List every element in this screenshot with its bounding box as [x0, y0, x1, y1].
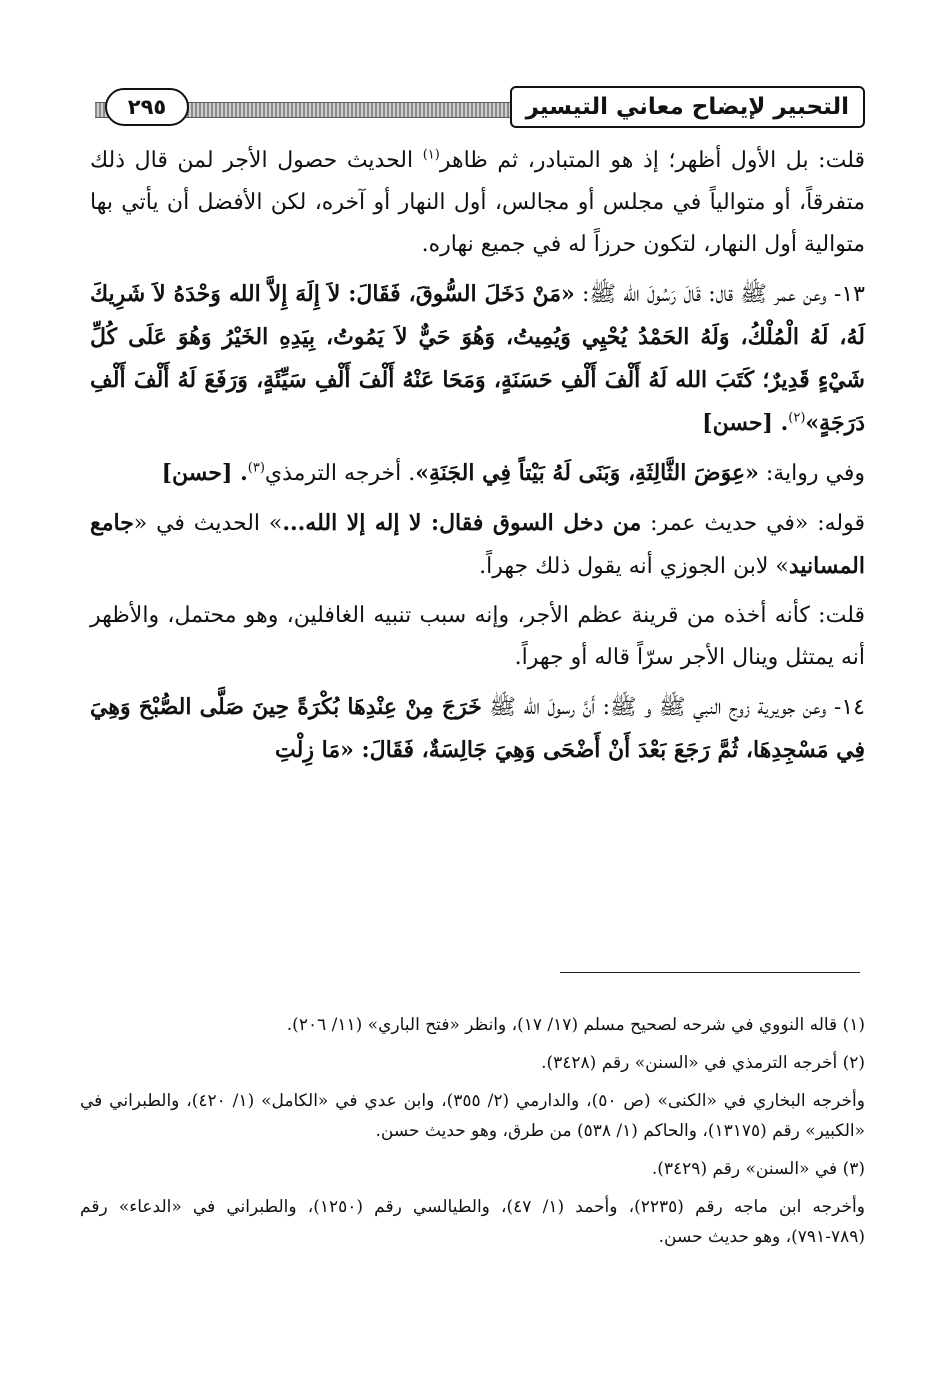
hadith-14-text: خَرَجَ مِنْ عِنْدِهَا بُكْرَةً حِينَ صَلَّى الصُّبْحَ وَهِيَ فِي مَسْجِدِهَا، ثُمَّ رَجَعَ بَعْدَ أَنْ أَضْحَى وَهِيَ جَالِسَةٌ، فَقَالَ: «مَا زِلْتِ: [90, 694, 865, 763]
main-text: [90, 140, 865, 779]
hadith-13-grade: . [حسن]: [702, 410, 789, 436]
footnote-ref-2: (٢): [788, 410, 806, 426]
footnote-ref-3: (٣): [247, 460, 265, 476]
paragraph-commentary-1: [90, 502, 865, 588]
riwaya-intro: وفي رواية:: [758, 461, 865, 486]
footnote-3-cont: وأخرجه ابن ماجه رقم (٢٢٣٥)، وأحمد (١/ ٤٧)، والطيالسي رقم (١٢٥٠)، والطبراني في «الدعاء» رقم (٧٨٩-٧٩١)، وهو حديث حسن.: [80, 1197, 865, 1247]
paragraph-1-text: قلت: بل الأول أظهر؛ إذ هو المتبادر، ثم ظاهر: [439, 148, 865, 173]
footnote-ref-1: (١): [422, 147, 440, 163]
commentary-1-a: قوله: «في حديث عمر:: [641, 511, 865, 536]
paragraph-hadith-14: [90, 686, 865, 772]
hadith-14-intro: ١٤- وعن جويرية زوج النبي ﷺ و ﷺ: أَنَّ رسولَ الله ﷺ: [481, 695, 865, 720]
book-title: التحبير لإيضاح معاني التيسير: [510, 86, 865, 128]
hadith-13-text: «مَنْ دَخَلَ السُّوقَ، فَقَالَ: لاَ إِلَهَ إِلاَّ الله وَحْدَهُ لاَ شَرِيكَ لَهُ، لَهُ الْمُلْكُ، وَلَهُ الحَمْدُ يُحْيِي وَيُمِيتُ، وَهُوَ حَيٌّ لاَ يَمُوتُ، بِيَدِهِ الخَيْرُ وَهُوَ عَلَى كُلِّ شَيْءٍ قَدِيرٌ؛ كَتَبَ الله لَهُ أَلْفَ أَلْفِ حَسَنَةٍ، وَمَحَا عَنْهُ أَلْفَ أَلْفِ سَيِّئَةٍ، وَرَفَعَ لَهُ أَلْفَ أَلْفِ دَرَجَةٍ»: [90, 281, 865, 436]
riwaya-grade: . [حسن]: [161, 460, 248, 486]
running-header: [95, 82, 865, 132]
page-number: ٢٩٥: [105, 88, 189, 126]
commentary-1-book: جامع المسانيد: [90, 510, 865, 579]
paragraph-riwaya: [90, 452, 865, 495]
footnotes: [80, 1010, 865, 1260]
paragraph-1: [90, 140, 865, 266]
riwaya-text: «عِوَضَ الثَّالِثَةِ، وَبَنَى لَهُ بَيْتاً فِي الجَنَةِ»: [415, 460, 759, 486]
riwaya-source: . أخرجه الترمذي: [264, 461, 416, 486]
paragraph-1-rest: الحديث حصول الأجر لمن قال ذلك متفرقاً، أو متوالياً في مجلس أو مجالس، أول النهار أو آخره، لكن الأفضل أن يأتي بها متوالية أول النهار، لتكون حرزاً له في جميع نهاره.: [90, 148, 865, 257]
commentary-2-text: قلت: كأنه أخذه من قرينة عظم الأجر، وإنه سبب تنبيه الغافلين، وهو محتمل، والأظهر أنه يمتثل وينال الأجر سرّاً قاله أو جهراً.: [90, 603, 865, 670]
footnote-2: (٢) أخرجه الترمذي في «السنن» رقم (٣٤٢٨).: [541, 1053, 865, 1073]
footnote-1: (١) قاله النووي في شرحه لصحيح مسلم (١٧/ ١٧)، وانظر «فتح الباري» (١١/ ٢٠٦).: [286, 1015, 865, 1035]
hadith-13-intro: ١٣- وعن عمر ﷺ قال: قَالَ رَسُولَ الله ﷺ:: [574, 282, 865, 307]
paragraph-commentary-2: [90, 595, 865, 679]
footnote-divider: [560, 972, 860, 973]
commentary-1-e: » لابن الجوزي أنه يقول ذلك جهراً.: [479, 554, 789, 579]
commentary-1-quote: من دخل السوق فقال: لا إله إلا الله...: [282, 510, 642, 536]
commentary-1-c: » الحديث في «: [133, 511, 283, 536]
paragraph-hadith-13: [90, 273, 865, 445]
footnote-2-cont: وأخرجه البخاري في «الكنى» (ص ٥٠)، والدارمي (٢/ ٣٥٥)، وابن عدي في «الكامل» (١/ ٤٢٠)، والطبراني في «الكبير» رقم (١٣١٧٥)، والحاكم (١/ ٥٣٨) من طرق، وهو حديث حسن.: [80, 1091, 865, 1141]
footnote-3: (٣) في «السنن» رقم (٣٤٢٩).: [651, 1159, 865, 1179]
